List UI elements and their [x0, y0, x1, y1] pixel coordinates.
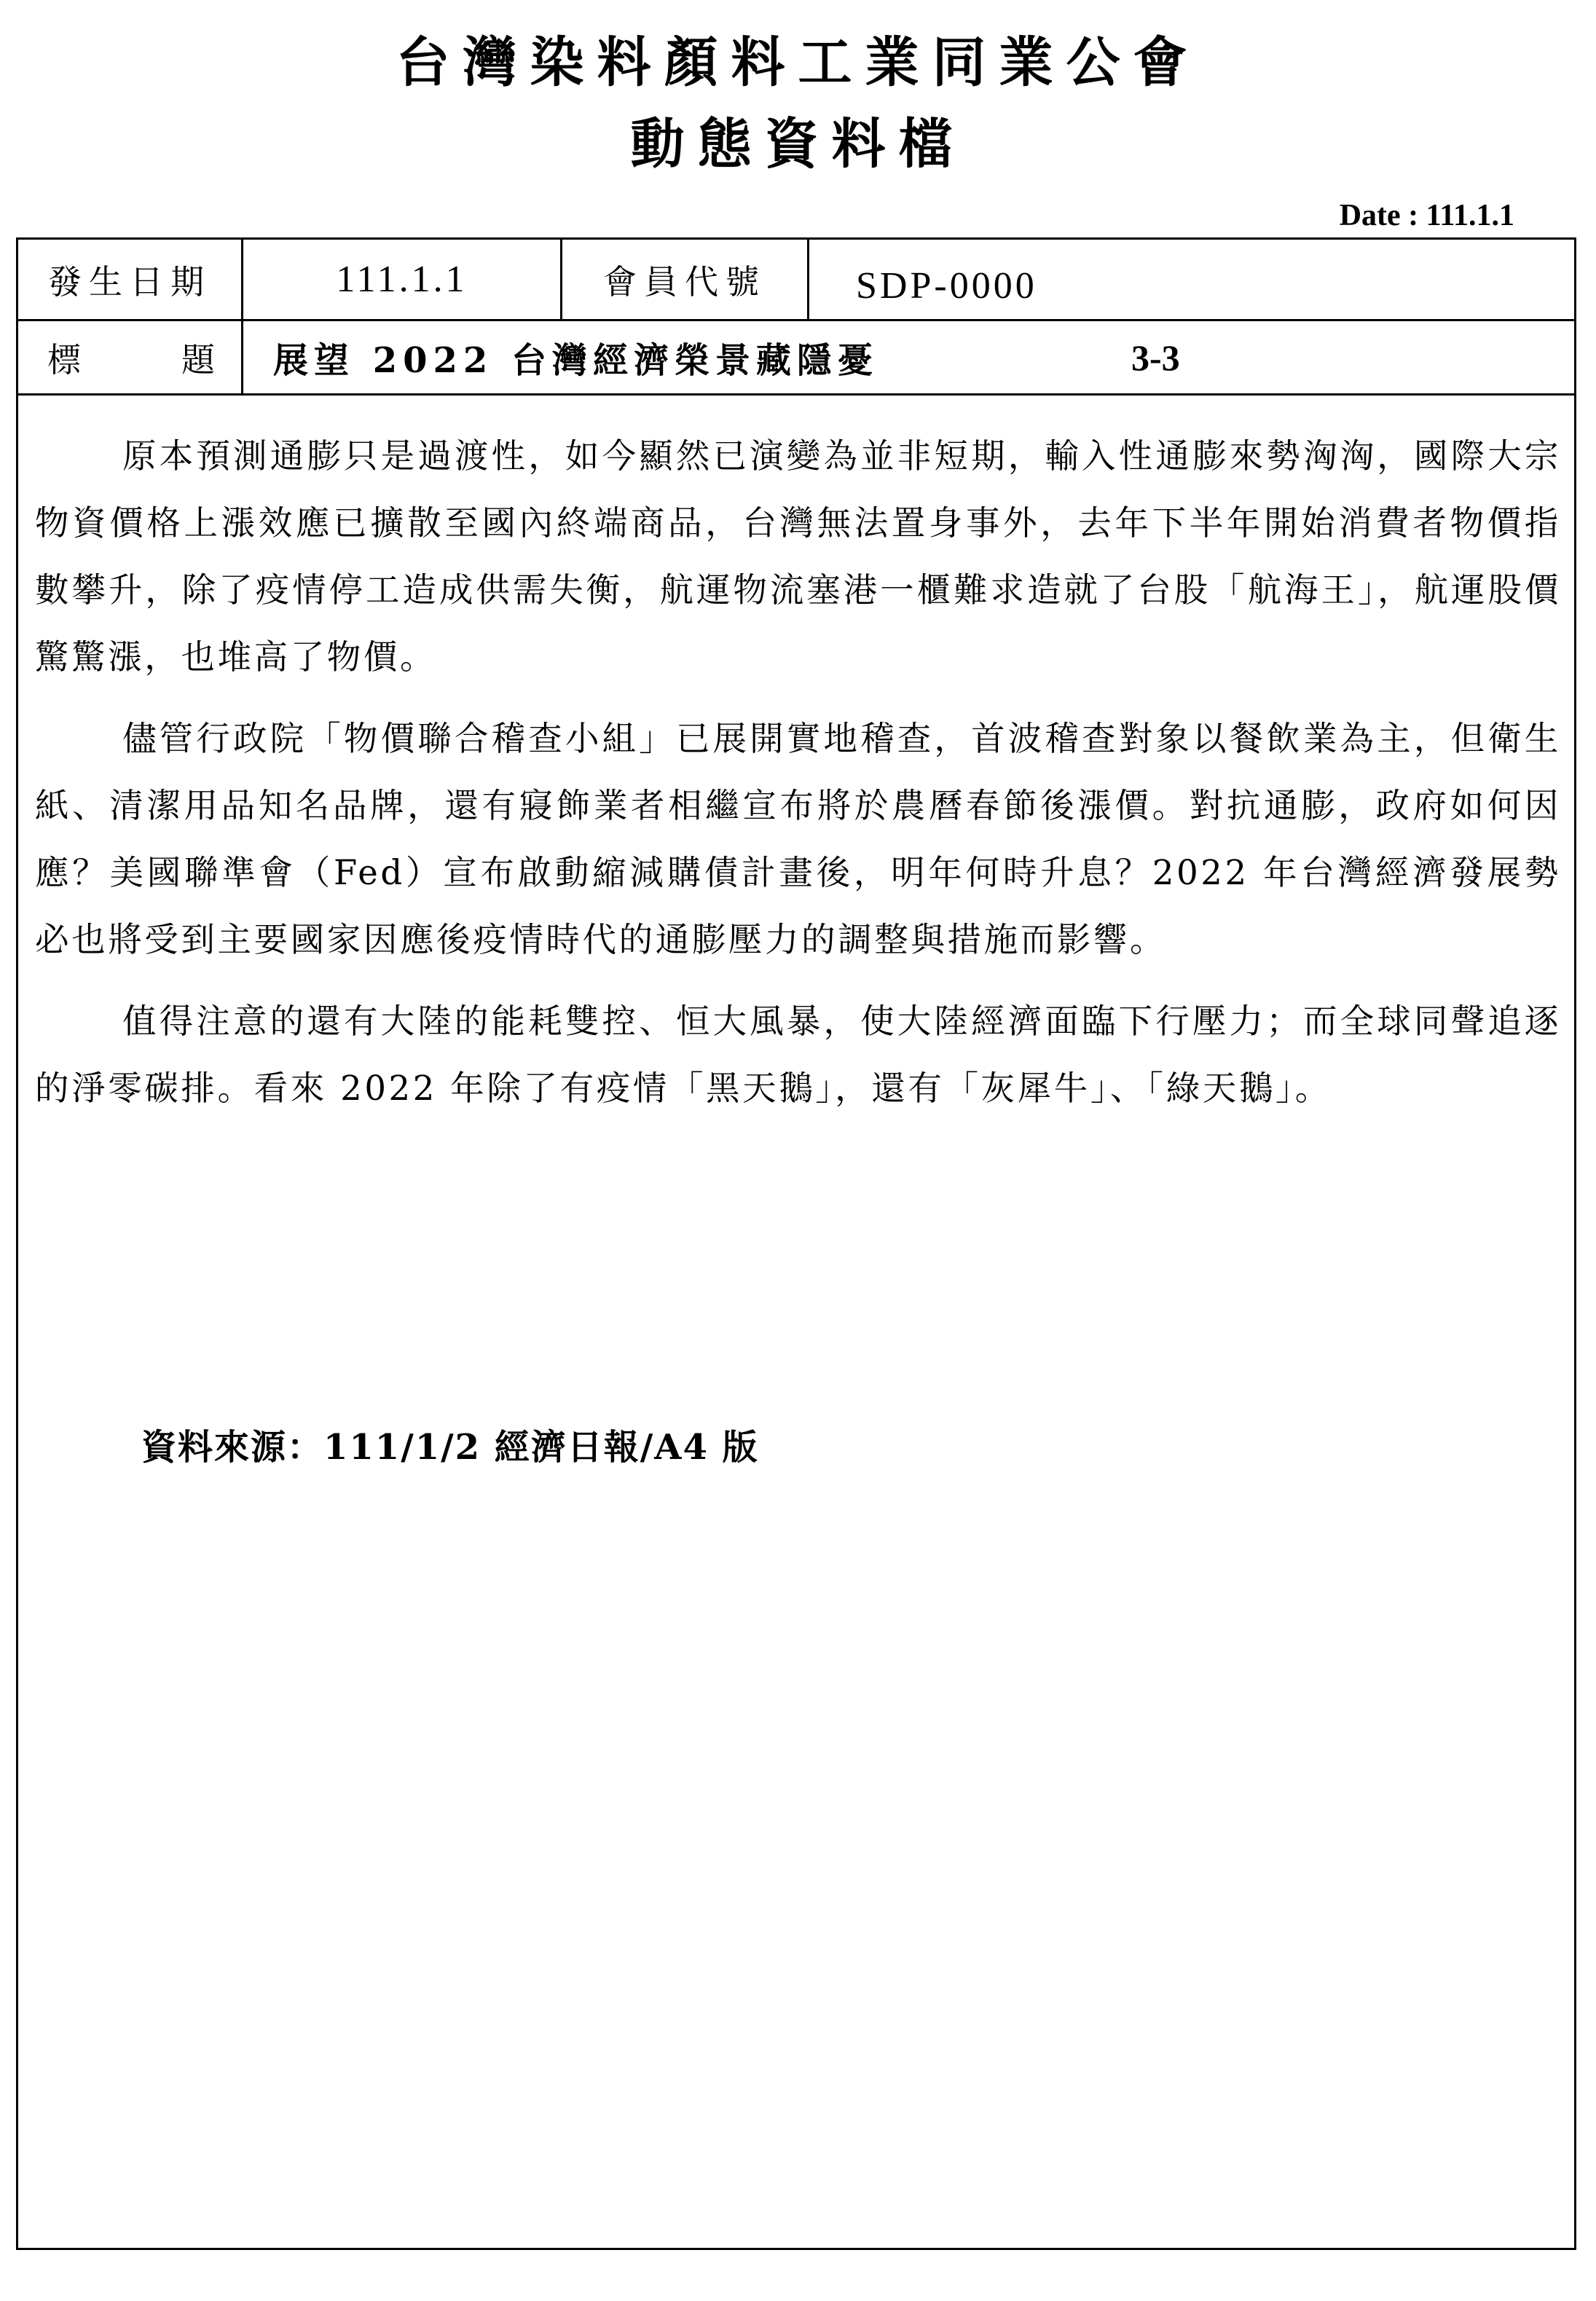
subject-value: 展望 2022 台灣經濟榮景藏隱憂 [273, 340, 879, 381]
occurrence-date-value-cell [243, 240, 560, 319]
subject-part: 3-3 [1131, 337, 1180, 378]
association-name: 台灣染料顏料工業同業公會 [396, 31, 1200, 94]
member-code-value: SDP-0000 [856, 265, 1037, 307]
document-type-title: 動態資料檔 [630, 113, 966, 176]
table-divider [241, 321, 243, 393]
article-body [35, 422, 1561, 1136]
subject-label-cell [47, 321, 222, 393]
article-paragraph: 原本預測通膨只是過渡性，如今顯然已演變為並非短期，輸入性通膨來勢洶洶，國際大宗物資價格上漲效應已擴散至國內終端商品，台灣無法置身事外，去年下半年開始消費者物價指數攀升，除了疫情停工造成供需失衡，航運物流塞港一櫃難求造就了台股「航海王」，航運股價驚驚漲，也堆高了物價。 [35, 436, 1561, 677]
subject-label-char1: 標 [47, 339, 88, 379]
subject-value-cell [273, 321, 1147, 393]
member-code-label-cell [562, 240, 807, 319]
member-code-label: 會員代號 [603, 261, 766, 302]
document-header [0, 22, 1596, 185]
occurrence-date-label-cell [18, 240, 241, 319]
occurrence-date-value: 111.1.1 [336, 259, 468, 300]
article-paragraph: 值得注意的還有大陸的能耗雙控、恒大風暴，使大陸經濟面臨下行壓力；而全球同聲追逐的淨零碳排。看來 2022 年除了有疫情「黑天鵝」，還有「灰犀牛」、「綠天鵝」。 [35, 1002, 1561, 1108]
article-source: 資料來源：111/1/2 經濟日報/A4 版 [141, 1427, 759, 1468]
info-row-subject [18, 321, 1574, 396]
info-row-date-member [18, 240, 1574, 321]
table-divider [807, 240, 809, 319]
document-date: Date : 111.1.1 [1339, 199, 1514, 232]
article-paragraph: 儘管行政院「物價聯合稽查小組」已展開實地稽查，首波稽查對象以餐飲業為主，但衛生紙、清潔用品知名品牌，還有寢飾業者相繼宣布將於農曆春節後漲價。對抗通膨，政府如何因應？美國聯準會（Fed）宣布啟動縮減購債計畫後，明年何時升息？2022 年台灣經濟發展勢必也將受到主要國家因應後疫情時代的通膨壓力的調整與措施而影響。 [35, 719, 1561, 959]
member-code-value-cell [856, 240, 1439, 319]
occurrence-date-label: 發生日期 [48, 261, 211, 302]
subject-label-char2: 題 [181, 339, 222, 379]
subject-part-cell [1131, 321, 1277, 393]
